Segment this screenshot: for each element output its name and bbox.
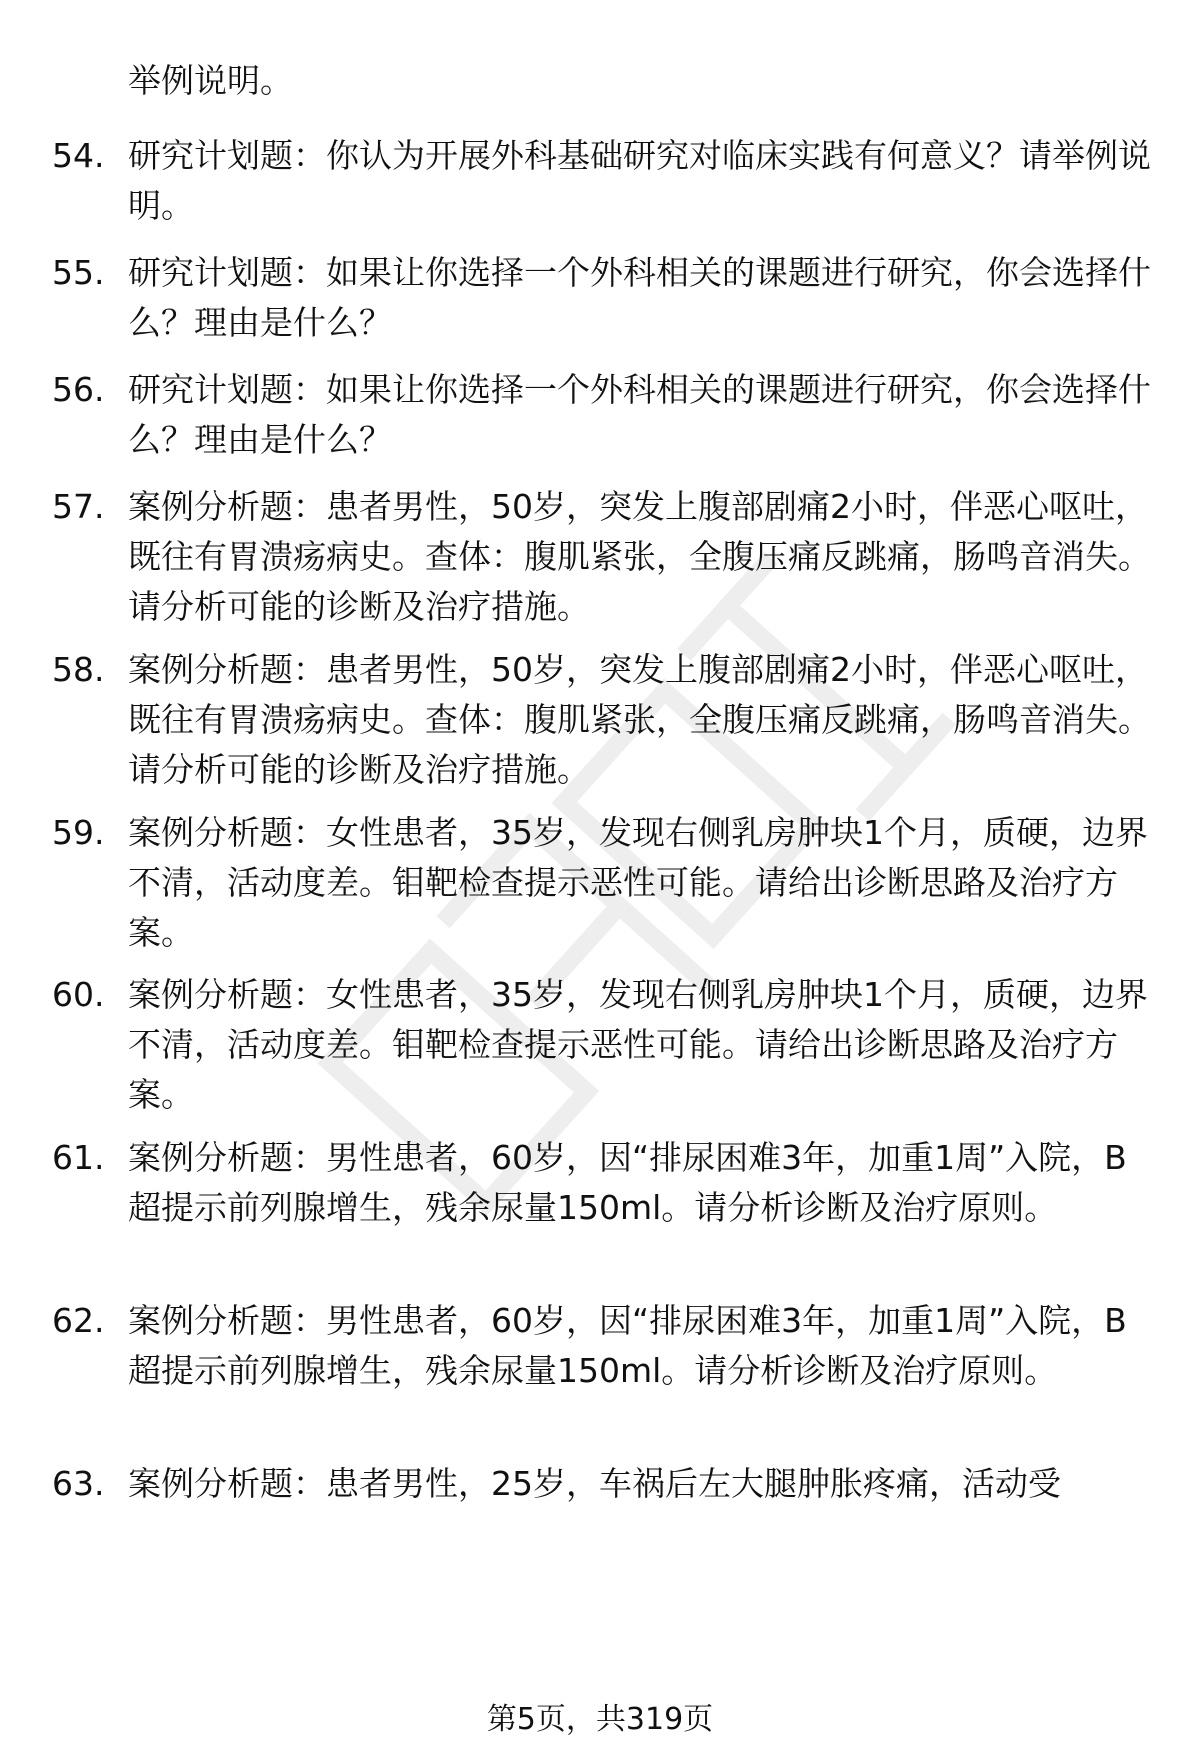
question-text: 案例分析题：患者男性，50岁，突发上腹部剧痛2小时，伴恶心呕吐，既往有胃溃疡病史。查体：腹肌紧张，全腹压痛反跳痛，肠鸣音消失。请分析可能的诊断及治疗措施。 xyxy=(128,650,1151,789)
question-number: 60. xyxy=(52,975,105,1014)
question-item xyxy=(52,645,1162,795)
question-number: 61. xyxy=(52,1138,105,1177)
question-number: 62. xyxy=(52,1301,105,1340)
question-text: 研究计划题：如果让你选择一个外科相关的课题进行研究，你会选择什么？理由是什么？ xyxy=(128,370,1151,459)
continued-question-text: 举例说明。 xyxy=(128,61,293,100)
question-number: 55. xyxy=(52,253,105,292)
question-number: 59. xyxy=(52,813,105,852)
question-number: 56. xyxy=(52,370,105,409)
question-text: 案例分析题：男性患者，60岁，因“排尿困难3年，加重1周”入院，B超提示前列腺增生，残余尿量150ml。请分析诊断及治疗原则。 xyxy=(128,1138,1127,1227)
question-text: 案例分析题：女性患者，35岁，发现右侧乳房肿块1个月，质硬，边界不清，活动度差。钼靶检查提示恶性可能。请给出诊断思路及治疗方案。 xyxy=(128,975,1148,1114)
question-item xyxy=(52,970,1162,1120)
question-item xyxy=(52,248,1162,348)
question-item xyxy=(52,365,1162,465)
question-text: 研究计划题：如果让你选择一个外科相关的课题进行研究，你会选择什么？理由是什么？ xyxy=(128,253,1151,342)
question-text: 案例分析题：女性患者，35岁，发现右侧乳房肿块1个月，质硬，边界不清，活动度差。钼靶检查提示恶性可能。请给出诊断思路及治疗方案。 xyxy=(128,813,1148,952)
question-text: 案例分析题：患者男性，50岁，突发上腹部剧痛2小时，伴恶心呕吐，既往有胃溃疡病史。查体：腹肌紧张，全腹压痛反跳痛，肠鸣音消失。请分析可能的诊断及治疗措施。 xyxy=(128,487,1151,626)
question-item xyxy=(52,1296,1162,1396)
question-text: 案例分析题：患者男性，25岁，车祸后左大腿肿胀疼痛，活动受 xyxy=(128,1464,1061,1503)
question-item xyxy=(52,808,1162,958)
question-item xyxy=(52,131,1162,231)
question-item xyxy=(52,482,1162,632)
question-text: 研究计划题：你认为开展外科基础研究对临床实践有何意义？请举例说明。 xyxy=(128,136,1151,225)
question-item xyxy=(52,1133,1162,1233)
question-text: 案例分析题：男性患者，60岁，因“排尿困难3年，加重1周”入院，B超提示前列腺增生，残余尿量150ml。请分析诊断及治疗原则。 xyxy=(128,1301,1127,1390)
question-number: 58. xyxy=(52,650,105,689)
question-number: 57. xyxy=(52,487,105,526)
page-footer: 第5页，共319页 xyxy=(486,1702,714,1737)
question-number: 63. xyxy=(52,1464,105,1503)
question-number: 54. xyxy=(52,136,105,175)
question-item xyxy=(52,1459,1162,1509)
